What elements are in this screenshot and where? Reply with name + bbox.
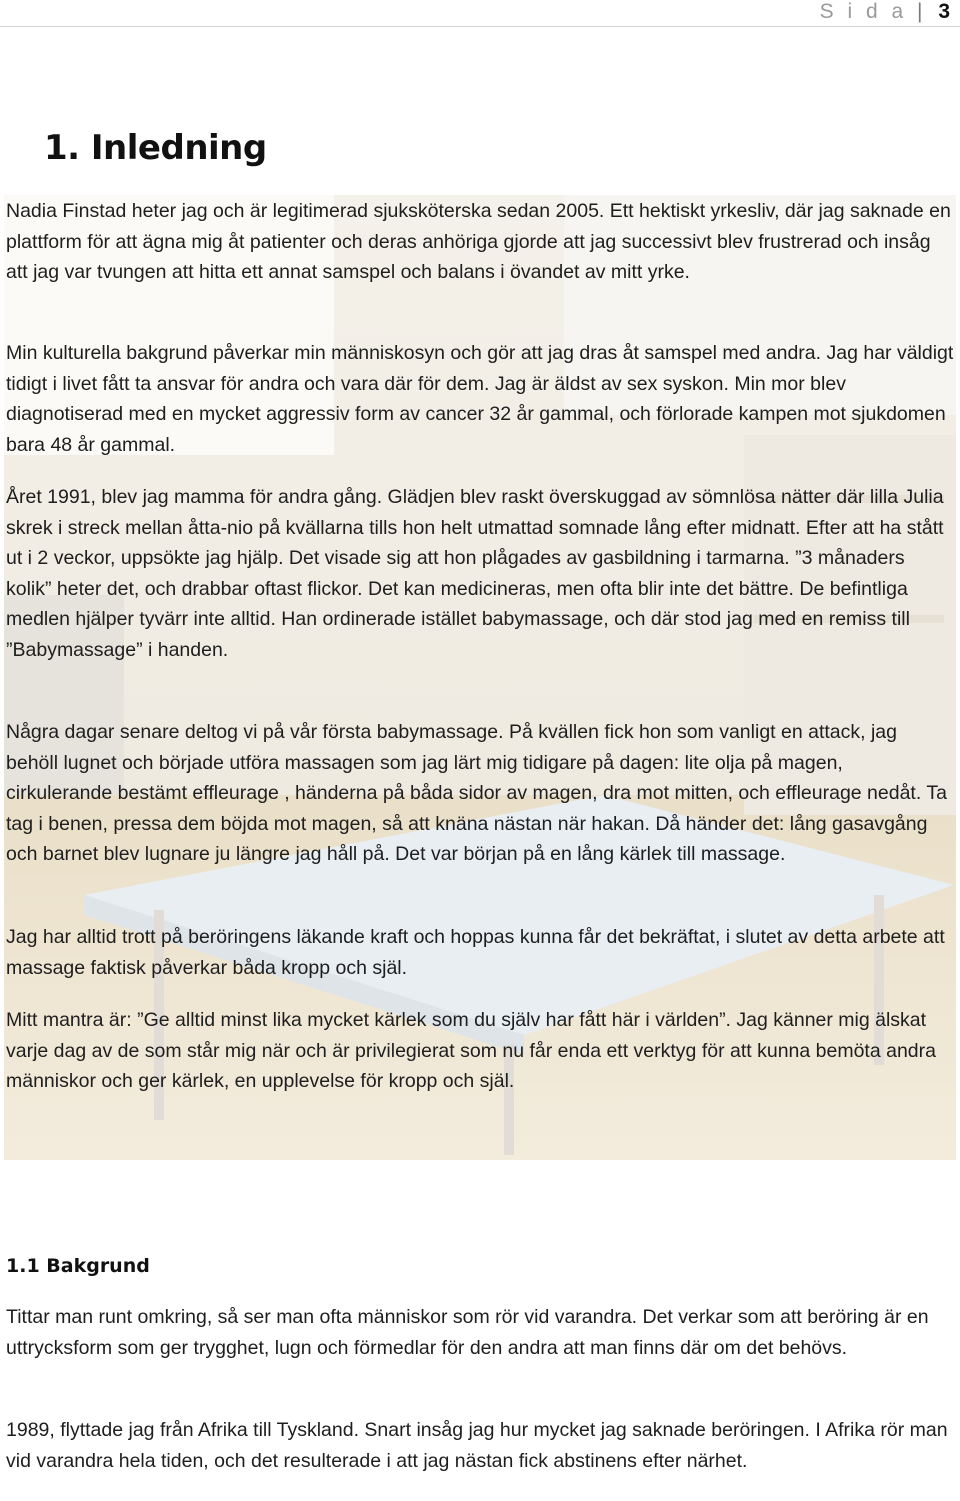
section-heading-bakgrund: 1.1 Bakgrund [6,1255,150,1277]
page-number: 3 [938,0,950,23]
page-number-label [820,0,950,24]
paragraph-first-babymassage: Några dagar senare deltog vi på vår första babymassage. På kvällen fick hon som vanligt en attack, jag behöll lugnet och började utföra massagen som jag lärt mig tidigare på dagen: lite olja på magen, cirkulerande bestämt effleurage , händerna på båda sidor av magen, dra mot mitten, och effleurage nedåt. Ta tag i benen, pressa dem böjda mot magen, så att knäna nästan när hakan. Då händer det: lång gasavgång och barnet blev lugnare ju längre jag håll på. Det var början på en lång kärlek till massage. [6,721,947,865]
paragraph-year-1991: Året 1991, blev jag mamma för andra gång. Glädjen blev raskt överskuggad av sömnlösa nätter där lilla Julia skrek i streck mellan åtta-nio på kvällarna tills hon helt utmattad somnade lång efter midnatt. Efter att ha stått ut i 2 veckor, uppsökte jag hjälp. Det visade sig att hon plågades av gasbildning i tarmarna. ”3 månaders kolik” heter det, och drabbar oftast flickor. Det kan medicineras, men ofta blir inte det bättre. De befintliga medlen hjälper tyvärr inte alltid. Han ordinerade istället babymassage, och där stod jag med en remiss till ”Babymassage” i handen. [6,486,944,661]
section-heading-inledning: 1. Inledning [44,128,267,168]
paragraph-cultural-background: Min kulturella bakgrund påverkar min människosyn och gör att jag dras åt samspel med andra. Jag har väldigt tidigt i livet fått ta ansvar för andra och vara där för dem. Jag är äldst av sex syskon. Min mor blev diagnotiserad med en mycket aggressiv form av cancer 32 år gammal, och förlorade kampen mot sjukdomen bara 48 år gammal. [6,342,954,456]
paragraph-move-1989: 1989, flyttade jag från Afrika till Tyskland. Snart insåg jag hur mycket jag saknade beröringen. I Afrika rör man vid varandra hela tiden, och det resulterade i att jag nästan fick abstinens efter närhet. [6,1419,948,1472]
paragraph-intro: Nadia Finstad heter jag och är legitimerad sjuksköterska sedan 2005. Ett hektiskt yrkesliv, där jag saknade en plattform för att ägna mig åt patienter och deras anhöriga gjorde att jag successivt blev frustrerad och insåg att jag var tvungen att hitta ett annat samspel och balans i övandet av mitt yrke. [6,200,951,283]
paragraph-healing-touch: Jag har alltid trott på beröringens läkande kraft och hoppas kunna får det bekräftat, i slutet av detta arbete att massage faktisk påverkar båda kropp och själ. [6,926,945,979]
paragraph-mantra: Mitt mantra är: ”Ge alltid minst lika mycket kärlek som du själv har fått här i världen”. Jag känner mig älskat varje dag av de som står mig när och är privilegierat som nu får enda ett verktyg för att kunna bemöta andra människor och ger kärlek, en upplevelse för kropp och själ. [6,1009,936,1092]
page-header [0,0,960,27]
paragraph-touch-observation: Tittar man runt omkring, så ser man ofta människor som rör vid varandra. Det verkar som att beröring är en uttrycksform som ger trygghet, lugn och förmedlar för den andra att man finns där om det behövs. [6,1306,929,1359]
page-label: S i d a [819,0,908,23]
page-separator: | [917,0,923,23]
